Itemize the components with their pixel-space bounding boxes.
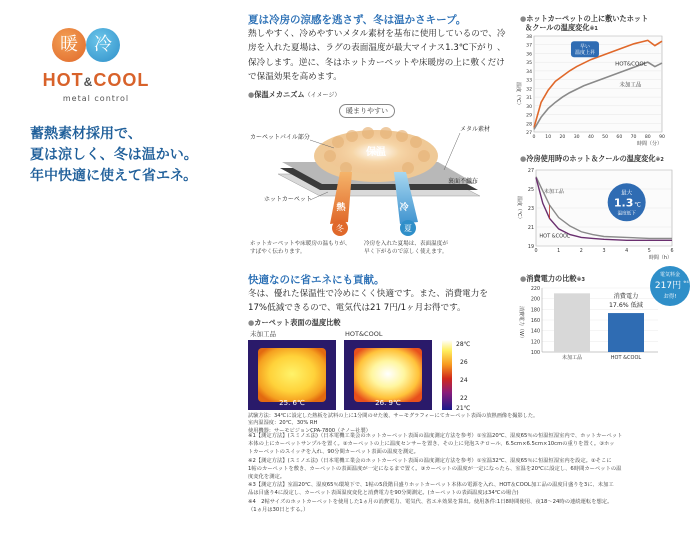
chart1-xtick: 40 [587,135,594,140]
chart3-ytick: 160 [530,319,540,324]
footnote-line: 本体の上にカーペットサンプルを置く。②カーペットの上に温度センサーを置き、その上に発泡スチロール、6.5cm×6.5cm×10cmの重りを置く。③ホッ [248,441,615,448]
footnote-line: 度変化を測定。 [248,474,286,481]
chart1-ytick: 27 [526,131,532,136]
metal-label: メタル素材 [460,126,491,133]
method-line: 使用機器：サーモビジョンCPA-7800（チノー社製） [248,427,371,434]
chart1-series-label: HOT&COOL [615,61,647,68]
chart1-xtick: 90 [659,135,665,140]
chart3-ytick: 140 [530,329,540,335]
thermo-scale-bar [442,340,452,410]
winter-note-line: すばやく伝わります。 [250,249,306,255]
chart1-xtick: 10 [545,135,552,140]
chart3-ytick: 100 [530,351,540,356]
chart1-callout-text: 温度上昇 [574,50,595,57]
chart3-ytick: 220 [530,287,540,292]
footnote-line: ※4 2帖サイズのホットカーペットを使用した1ヵ月の消費電力、電気代、省エネ効果を算出。使用条件:1日8時間使用、夜18〜24時の連続運転を想定。 [248,498,613,505]
chart1-ytick: 36 [526,52,532,58]
chart1-xtick: 30 [573,135,580,140]
chart1-xtick: 20 [559,135,566,140]
keepwarm-label: 保温 [366,147,386,158]
chart2-series-label: HOT &COOL [539,233,570,240]
chart1-xlabel: 時間（分） [636,141,662,147]
pile-label: カーペットパイル部分 [250,134,310,141]
thermo-left-label: 未加工品 [250,330,276,338]
chart2-xlabel: 時間（h） [648,255,672,261]
thermo-title [248,318,341,328]
thermo-title-text: カーペット表面の温度比較 [254,318,341,327]
chart2-callout-unit: ℃ [634,201,642,209]
chart2-series-label: 未加工品 [543,188,564,195]
chart3-annotation-value: 17.6% 低減 [609,302,643,310]
brand-name-right: COOL [93,70,150,90]
bullet-icon: ● [520,14,527,23]
chart2-xtick: 2 [579,249,583,254]
chart2-xtick: 0 [534,249,538,254]
chart1-title-line: ＆クールの温度変化 [525,23,590,32]
backing-label: 裏面不織布 [448,178,479,185]
chart3-category-label: 未加工品 [561,355,583,361]
winter-note-line: ホットカーペットや床暖房の温もりが、 [250,241,351,247]
chart2-callout-text: 温度低下 [617,211,636,217]
chart1-ytick: 33 [526,78,532,84]
thermo-scale-tick: 22 [460,395,468,402]
footnotes [248,432,678,514]
intro-line: 熱しやすく、冷めやすいメタル素材を基布に使用しているので、冷 [248,29,506,39]
chart1-ytick: 29 [526,113,532,119]
footnote-line: ※3【測定方法】室温20℃、湿度65％環境下で、1帖の5段階目盛りホットカーペット本体の電源を入れ、HOT＆COOL加工品の温度目盛りを3に、未加工 [248,482,614,489]
chart1-ytick: 31 [526,96,532,102]
chart3-ytick: 200 [530,297,540,303]
brand-subtitle: metal control [62,94,130,103]
intro-line: 房を入れた夏場は、ラグの表面温度が最大マイナス1.3℃下がり 、 [248,43,506,54]
chart1-callout-text: 早い [579,44,590,51]
chart1-ytick: 32 [526,87,532,93]
chart2-xtick: 1 [557,249,561,254]
intro-line: で保温効果を高めます。 [248,72,342,83]
chart1-ytick: 28 [526,122,532,128]
footnote-line: ※2【測定方法】(スミノエ法)（日本電機工業会のホットカーペット表面の温度測定方法を参考）①室温32℃、湿度65％に恒温恒湿室内を設定。②そこに [248,457,612,464]
bullet-icon: ● [248,318,255,327]
thermo-right-image [354,348,422,402]
chart2-xtick: 6 [670,249,674,254]
chart2-xtick: 4 [625,249,629,254]
heat-label: 熱 [336,203,346,213]
footnote-line: 品は目盛り4に設定し、カーペット表面温度変化と消費電力を90分間測定。(カーペットの表面温度は34℃の場合) [248,490,519,497]
chart1-title-note: ※1 [589,26,598,32]
chart2-ylabel: 温度（℃） [516,196,522,222]
chart3-annotation-title: 消費電力 [613,293,639,301]
summer-note-line: 冷房を入れた夏場は、表面温度が [364,241,448,247]
chart2-ytick: 21 [527,226,534,231]
footnote-line: ※1【測定方法】(スミノエ法)（日本電機工業会のホットカーペット表面の温度測定方法を参考）①室温20℃、湿度65％の恒温恒湿室内で、ホットカーペット [248,433,623,439]
chart3-badge-text: お得! [663,294,677,300]
chart1-ytick: 34 [526,69,532,75]
chart2-xtick: 3 [602,249,606,254]
thermo-right-temp: 26. 9℃ [375,399,401,407]
chart1-xtick: 80 [644,135,651,140]
chart1-title [520,14,690,34]
intro-heading: 夏は冷房の涼感を逃さず、冬は温かさキープ。 [248,14,467,26]
chart2-title-text: 冷房使用時のホット＆クールの温度変化 [526,154,656,163]
bullet-icon: ● [248,90,255,99]
chart3-badge-text: 電気料金 [659,272,681,278]
catch-line: 年中快適に使えて省エネ。 [30,168,198,184]
brand-logo [32,70,160,91]
thermo-scale-tick: 28℃ [456,341,471,348]
chart1-ytick: 37 [526,43,532,49]
bullet-icon: ● [520,154,527,163]
chart2-callout-text: 最大 [621,190,633,197]
chart1-xtick: 70 [630,135,637,140]
winter-label: 冬 [336,224,344,233]
chart3-svg [512,262,692,370]
chart2-callout-value: 1.3 [613,196,634,210]
chart2-ytick: 27 [527,169,534,174]
summer-label: 夏 [404,224,412,233]
chart1-ytick: 35 [526,61,532,67]
eco-line: 17%低減できるので、電気代は21 7円/1ヶ月お得です。 [248,303,466,314]
intro-body [248,27,513,85]
footnote-line: （1ヵ月は30日とする。） [248,506,309,513]
brand-name-left: HOT [42,70,84,90]
chart2-ytick: 19 [527,245,534,250]
chart3-title-text: 消費電力の比較 [526,274,577,283]
chart3-category-label: HOT &COOL [610,355,642,361]
chart2-xtick: 5 [647,249,651,254]
chart3-ytick: 180 [530,308,540,314]
mechanism-title-sub: （イメージ） [304,92,341,99]
thermo-left-image [258,348,326,402]
chart1-ylabel: 温度（℃） [515,82,521,108]
summer-note-line: 早く下がるので涼しく使えます。 [364,249,448,255]
method-line: 試験方法：34℃に設定した熱板を試料の上に1分間のせた後、サーモグラフィーにてカーペット表面の放熱画像を撮影した。 [248,413,539,419]
thermo-scale-tick: 26 [460,359,468,366]
chart3-badge-note: ※4 [683,279,689,284]
thermo-right-label: HOT&COOL [345,330,383,338]
brand-amp: & [83,75,94,89]
mechanism-title-text: 保温メカニズム [254,90,305,99]
method-line: 室内温湿度：20℃、30% RH [248,420,318,427]
chart3-ytick: 120 [530,340,540,346]
catch-line: 夏は涼しく、冬は温かい。 [30,147,198,163]
eco-heading: 快適なのに省エネにも貢献。 [248,274,385,286]
thermo-scale-tick: 21℃ [456,405,471,412]
chart3-badge-value: 217円 [654,281,682,291]
chart3-bar [608,313,644,352]
chart3-title-note: ※3 [576,277,585,283]
warm-logo-icon: 暖 [52,28,86,62]
chart1-ytick: 38 [526,35,532,40]
chart1-title-line: ホットカーペットの上に敷いたホット [526,14,649,23]
intro-line: 保冷します。逆に、冬はホットカーペットや床暖房の上に敷くだけ [248,57,505,68]
bullet-icon: ● [520,274,527,283]
chart2-ytick: 25 [527,188,534,193]
chart1-xtick: 0 [532,135,536,140]
footnote-line: トカーペットのスイッチを入れ、90分間カーペット表面の温度を測定。 [248,449,419,456]
chart2-svg [512,166,680,262]
catch-copy [30,124,220,187]
chart1-svg [512,32,672,150]
catch-line: 蓄熱素材採用で、 [30,126,142,142]
cool-logo-icon: 冷 [86,28,120,62]
hotcarpet-label: ホットカーペット [264,196,312,203]
chart3-bar [554,293,590,352]
eco-body [248,287,518,316]
mechanism-diagram [248,112,513,242]
chart2-ytick: 23 [527,207,534,212]
eco-line: 冬は、優れた保温性で冷めにくく快適です。また、消費電力を [248,289,488,299]
summer-note [364,240,448,256]
chart3-ylabel: 消費電力（W） [518,306,524,341]
chart1-series-label: 未加工品 [619,82,642,89]
mechanism-title [248,90,340,100]
thermo-images [248,340,478,412]
chart2-title [520,154,664,164]
cold-label: 冷 [399,203,409,213]
winter-note [250,240,351,256]
thermo-scale-tick: 24 [460,377,468,384]
chart2-title-note: ※2 [655,157,664,163]
footnote-line: 1帖のカーペットを敷き、カーペットの表面温度が一定になるまで置く。③カーペットの温度が一定になったら、室温を20℃に設定し、6時間カーペットの温 [248,465,622,472]
chart1-xtick: 60 [616,135,623,140]
chart1-xtick: 50 [602,135,609,140]
mechanism-bubble: 暖まりやすい [339,104,395,118]
thermo-left-temp: 25. 6℃ [279,399,305,407]
chart1-ytick: 30 [526,104,532,110]
